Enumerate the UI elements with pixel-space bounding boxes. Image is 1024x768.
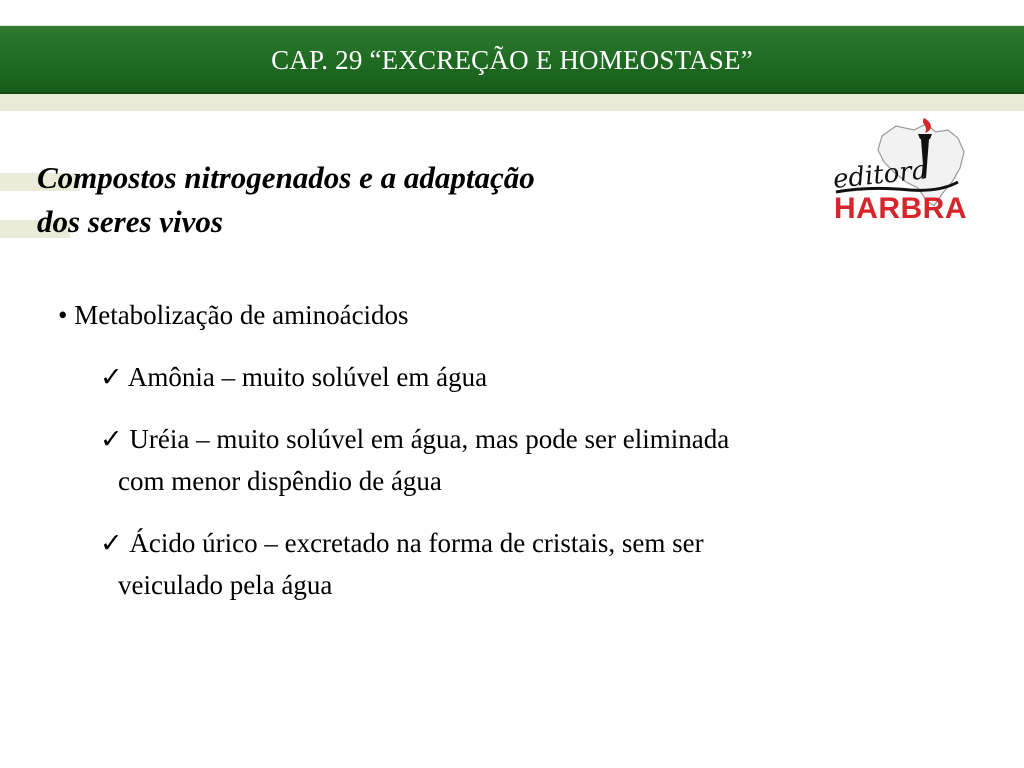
check-item-2-continuation: com menor dispêndio de água bbox=[118, 466, 442, 496]
logo-script-text: editora bbox=[831, 155, 929, 195]
check-item-text: Uréia – muito solúvel em água, mas pode ser eliminada bbox=[129, 424, 730, 454]
slide-title: CAP. 29 “EXCREÇÃO E HOMEOSTASE” bbox=[271, 45, 753, 75]
check-item-text: Amônia – muito solúvel em água bbox=[127, 362, 488, 392]
check-item-text: Ácido úrico – excretado na forma de cristais, sem ser bbox=[129, 528, 704, 558]
bullet-item bbox=[58, 300, 409, 331]
logo-brand-text: HARBRA bbox=[834, 192, 967, 224]
check-item-3 bbox=[100, 528, 704, 559]
check-item-2 bbox=[100, 424, 729, 455]
bullet-text: Metabolização de aminoácidos bbox=[74, 300, 409, 330]
check-icon: ✓ bbox=[100, 528, 123, 558]
subtitle-line-2: dos seres vivos bbox=[37, 204, 223, 239]
bullet-marker: • bbox=[58, 300, 68, 330]
check-icon: ✓ bbox=[100, 362, 123, 392]
subtitle-line-1: Compostos nitrogenados e a adaptação bbox=[37, 160, 535, 195]
check-item-1 bbox=[100, 362, 487, 393]
harbra-logo bbox=[830, 112, 992, 224]
slide-subtitle bbox=[37, 156, 717, 244]
check-item-3-continuation: veiculado pela água bbox=[118, 570, 333, 600]
check-icon: ✓ bbox=[100, 424, 123, 454]
